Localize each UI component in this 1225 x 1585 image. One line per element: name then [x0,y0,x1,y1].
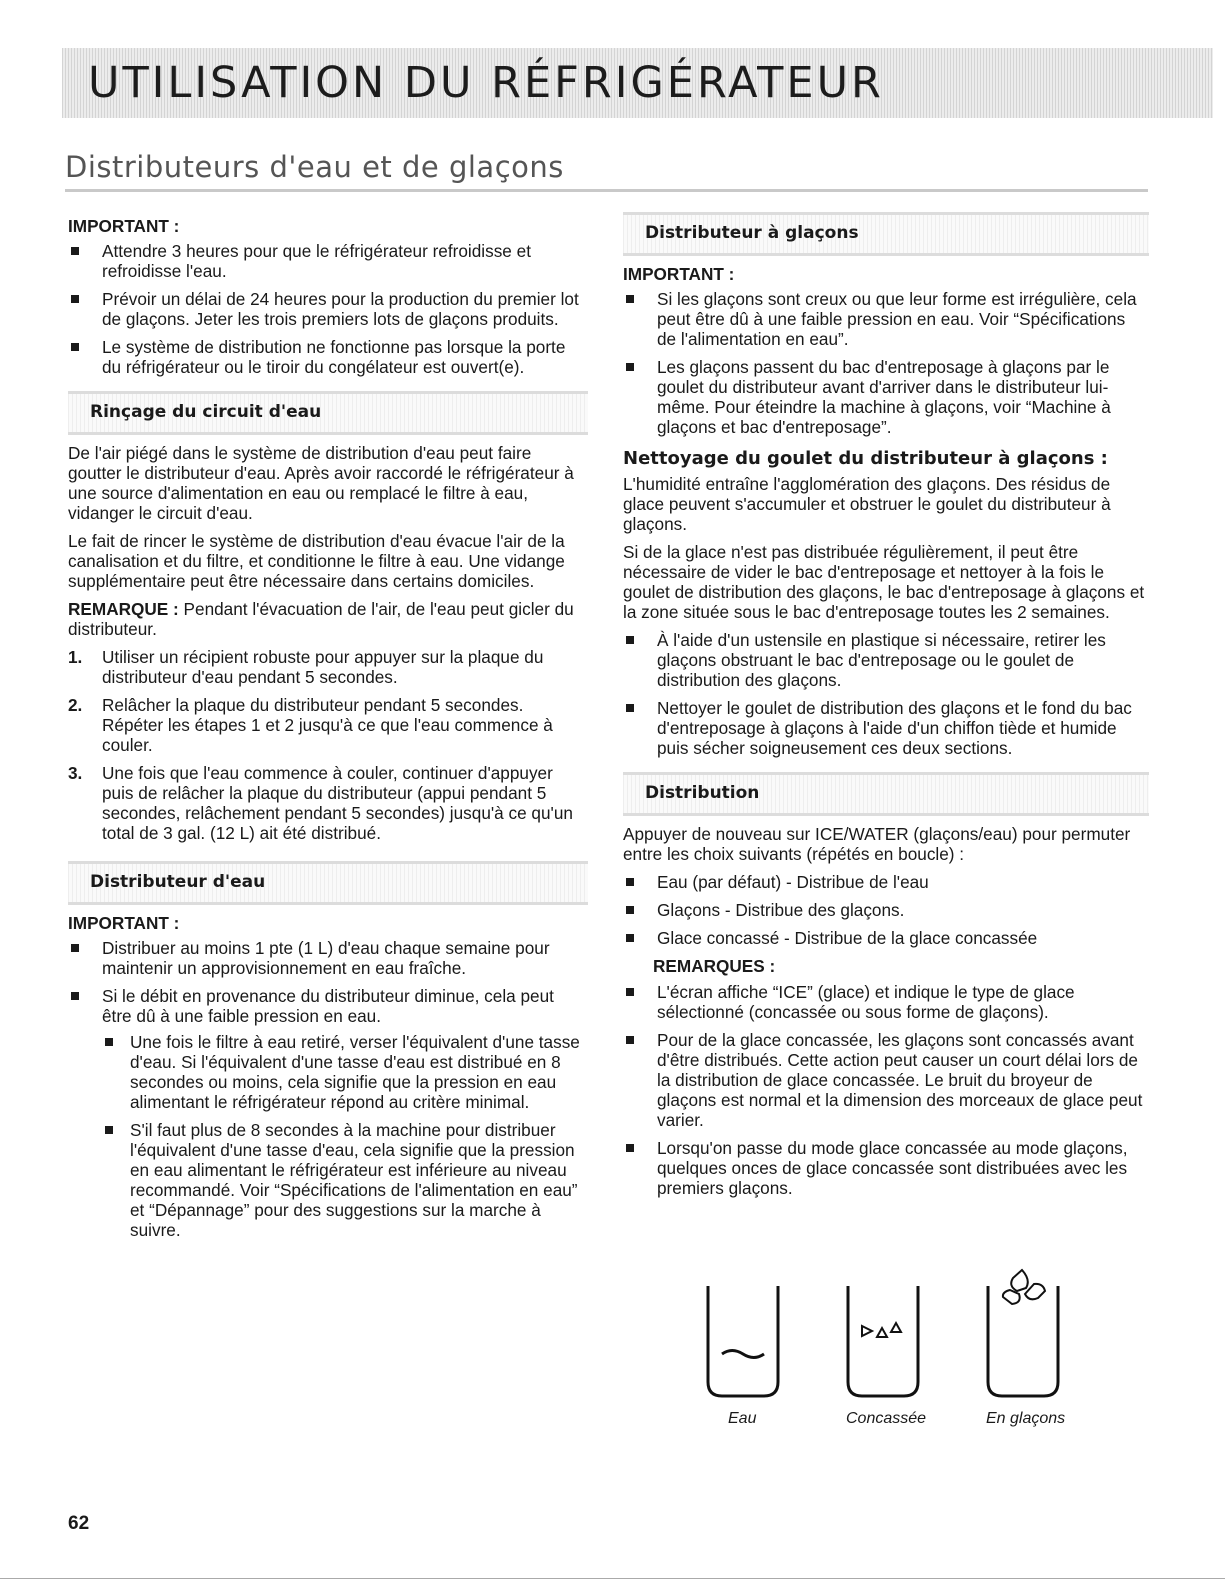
distributeur-eau-heading: Distributeur d'eau [90,872,266,892]
list-item [68,986,588,1240]
paragraph: Le fait de rincer le système de distribution d'eau évacue l'air de la canalisation et du filtre, et conditionne le filtre à eau. Une vidange supplémentaire peut être nécessaire dans certains domiciles. [68,531,565,591]
caption-eau: Eau [728,1410,757,1427]
nettoyage-heading: Nettoyage du goulet du distributeur à glaçons : [623,448,1108,469]
rincage-heading: Rinçage du circuit d'eau [90,402,322,422]
paragraph: L'humidité entraîne l'agglomération des glaçons. Des résidus de glace peuvent s'accumuler et obstruer le goulet du distributeur à glaçons. [623,474,1111,534]
section-heading-band [68,391,588,435]
step-text: Une fois que l'eau commence à couler, continuer d'appuyer puis de relâcher la plaque du distributeur (appui pendant 5 secondes, relâchement pendant 5 secondes) jusqu'à ce qu'un total de 3 gal. (12 L) ait été distribué. [102,763,573,843]
step-text: Utiliser un récipient robuste pour appuyer sur la plaque du distributeur d'eau pendant 5 secondes. [102,647,544,687]
list-item-text: Si le débit en provenance du distributeur diminue, cela peut être dû à une faible pression en eau. [102,986,554,1026]
list-item: Pour de la glace concassée, les glaçons sont concassés avant d'être distribués. Cette action peut causer un court délai lors de la distribution de glace concassée. Le bruit du broyeur de glaçons est normal et la dimension des morceaux de glace peut varier. [623,1030,1149,1130]
section-divider [65,189,1148,192]
list-item: Lorsqu'on passe du mode glace concassée au mode glaçons, quelques onces de glace concassée sont distribuées avec les premiers glaçons. [623,1138,1149,1198]
water-glass-icon [708,1286,778,1396]
distributeur-glacons-heading: Distributeur à glaçons [645,223,859,243]
important-label: IMPORTANT : [68,913,180,933]
remarques-list [623,982,1149,1198]
list-item: Attendre 3 heures pour que le réfrigérateur refroidisse et refroidisse l'eau. [68,241,588,281]
distribution-heading: Distribution [645,783,760,803]
page-title: UTILISATION DU RÉFRIGÉRATEUR [88,58,884,108]
section-heading-band [623,772,1149,816]
step-number: 1. [68,647,83,667]
list-item: L'écran affiche “ICE” (glace) et indique le type de glace sélectionné (concassée ou sous forme de glaçons). [623,982,1149,1022]
step-text: Relâcher la plaque du distributeur pendant 5 secondes. Répéter les étapes 1 et 2 jusqu'à ce que l'eau commence à couler. [102,695,553,755]
list-item: Distribuer au moins 1 pte (1 L) d'eau chaque semaine pour maintenir un approvisionnement en eau fraîche. [68,938,588,978]
paragraph: De l'air piégé dans le système de distribution d'eau peut faire goutter le distributeur d'eau. Après avoir raccordé le réfrigérateur à une source d'alimentation en eau ou remplacé le filtre à eau, vidanger le circuit d'eau. [68,443,574,523]
right-column [623,212,1149,1206]
header-banner [62,48,1213,118]
sub-list-item: S'il faut plus de 8 secondes à la machine pour distribuer l'équivalent d'une tasse d'eau, cela signifie que la pression en eau alimentant le réfrigérateur est inférieure au niveau recommandé. Voir “Spécifications de l'alimentation en eau” et “Dépannage” pour des suggestions sur la marche à suivre. [102,1120,588,1240]
ice-cubes-glass-icon [988,1270,1058,1396]
list-item: À l'aide d'un ustensile en plastique si nécessaire, retirer les glaçons obstruant le bac d'entreposage ou le goulet de distribution des glaçons. [623,630,1149,690]
list-item: Glaçons - Distribue des glaçons. [623,900,1149,920]
important-label: IMPORTANT : [623,264,735,284]
left-column [68,212,588,1248]
remarques-label: REMARQUES : [653,956,776,976]
step-item [68,695,588,755]
nettoyage-list [623,630,1149,758]
step-number: 2. [68,695,83,715]
list-item: Nettoyer le goulet de distribution des glaçons et le fond du bac d'entreposage à glaçons à l'aide d'un chiffon tiède et humide puis sécher soigneusement ces deux sections. [623,698,1149,758]
remarque-text: Pendant l'évacuation de l'air, de l'eau peut gicler du distributeur. [68,599,574,639]
list-item: Les glaçons passent du bac d'entreposage à glaçons par le goulet du distributeur avant d'arriver dans le distributeur lui-même. Pour éteindre la machine à glaçons, voir “Machine à glaçons et bac d'entreposage”. [623,357,1149,437]
caption-concassee: Concassée [846,1410,927,1427]
section-title: Distributeurs d'eau et de glaçons [65,150,564,184]
steps-list [68,647,588,843]
step-item [68,647,588,687]
remarque-paragraph [68,599,588,639]
caption-glacons: En glaçons [986,1410,1066,1427]
distribution-list [623,872,1149,948]
list-item: Prévoir un délai de 24 heures pour la production du premier lot de glaçons. Jeter les trois premiers lots de glaçons produits. [68,289,588,329]
important-list [68,241,588,377]
section-heading-band [68,861,588,905]
bottom-rule [0,1578,1225,1579]
paragraph: Appuyer de nouveau sur ICE/WATER (glaçons/eau) pour permuter entre les choix suivants (répétés en boucle) : [623,824,1131,864]
glacons-list [623,289,1149,437]
section-heading-band [623,212,1149,256]
step-item [68,763,588,843]
eau-list [68,938,588,1240]
list-item: Si les glaçons sont creux ou que leur forme est irrégulière, cela peut être dû à une faible pression en eau. Voir “Spécifications de l'alimentation en eau”. [623,289,1149,349]
paragraph: Si de la glace n'est pas distribuée régulièrement, il peut être nécessaire de vider le bac d'entreposage et nettoyer à la fois le goulet de distribution des glaçons, le bac d'entreposage à glaçons et la zone située sous le bac d'entreposage toutes les 2 semaines. [623,542,1145,622]
page-number: 62 [68,1513,90,1534]
list-item: Eau (par défaut) - Distribue de l'eau [623,872,1149,892]
sub-list-item: Une fois le filtre à eau retiré, verser l'équivalent d'une tasse d'eau. Si l'équivalent d'une tasse d'eau est distribué en 8 secondes ou moins, cela signifie que la pression en eau alimentant le réfrigérateur répond au critère minimal. [102,1032,588,1112]
crushed-ice-glass-icon [848,1286,918,1396]
important-label: IMPORTANT : [68,216,180,236]
sub-list [102,1032,588,1240]
list-item: Glace concassé - Distribue de la glace concassée [623,928,1149,948]
step-number: 3. [68,763,83,783]
list-item: Le système de distribution ne fonctionne pas lorsque la porte du réfrigérateur ou le tiroir du congélateur est ouvert(e). [68,337,588,377]
remarque-label: REMARQUE : [68,599,179,619]
